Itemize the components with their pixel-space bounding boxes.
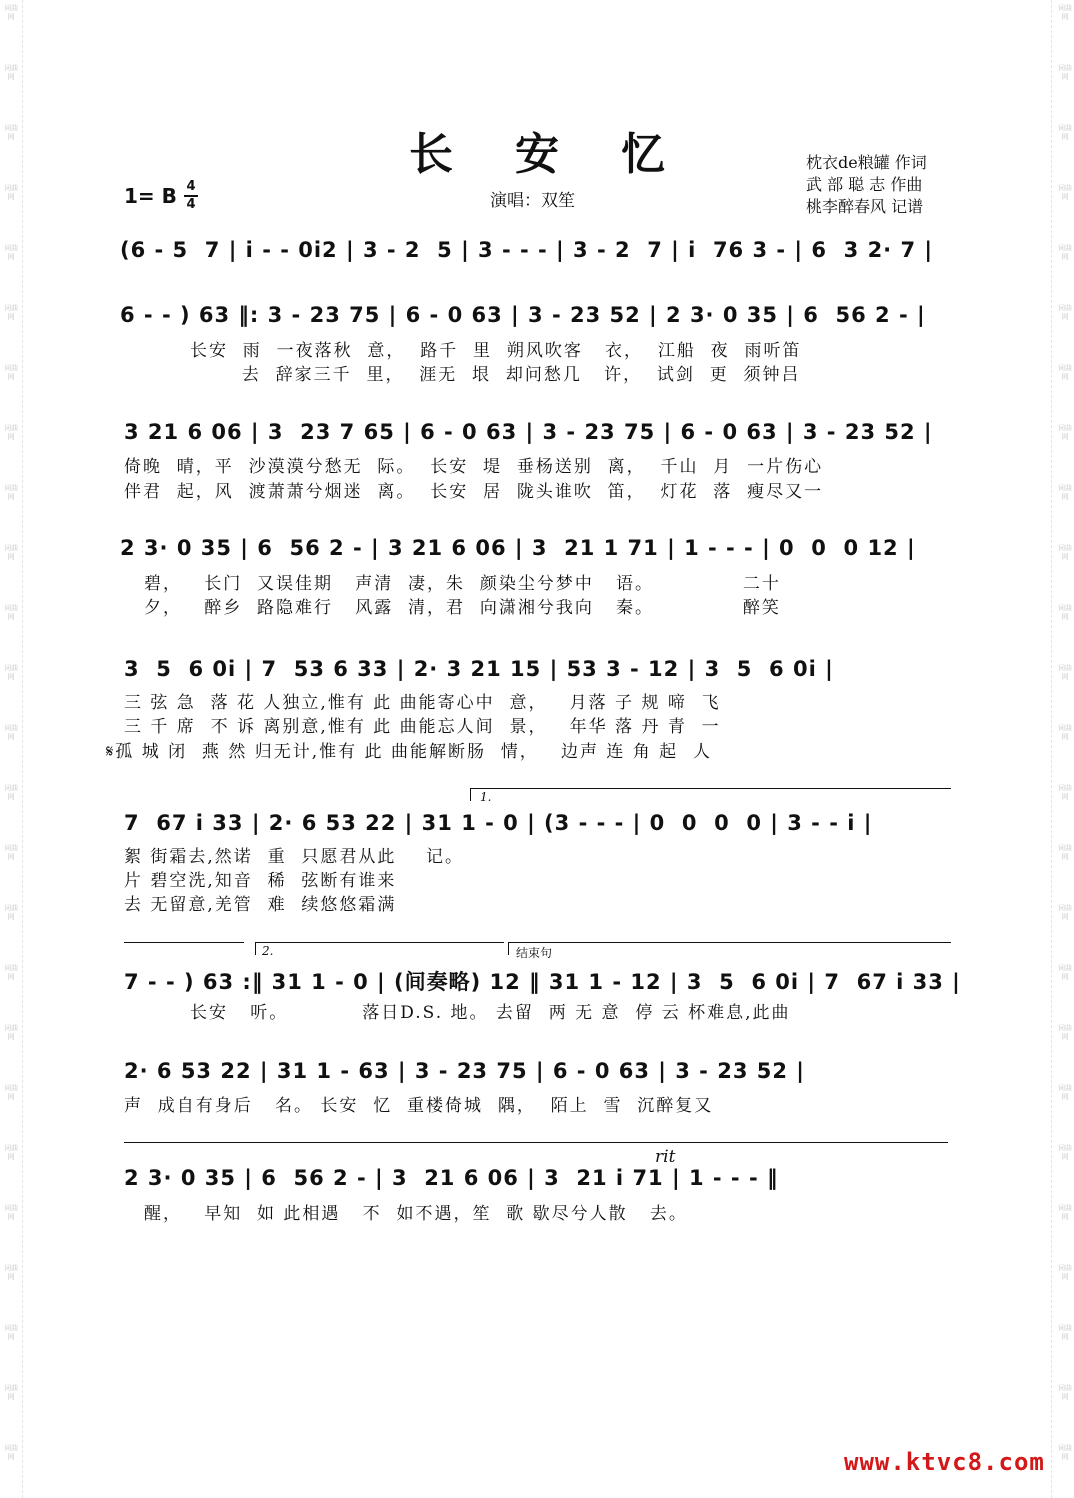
lyric-line-4-verse-1: 碧， 长门 又误佳期 声清 凄，朱 颜染尘兮梦中 语。 二十 bbox=[144, 574, 781, 594]
edge-watermark-stamp: 词曲网 bbox=[4, 904, 18, 921]
edge-watermark-stamp: 词曲网 bbox=[1058, 724, 1072, 741]
edge-watermark-stamp: 词曲网 bbox=[1058, 664, 1072, 681]
lyric-line-4-verse-2: 夕， 醉乡 路隐难行 风露 清，君 向潇湘兮我向 秦。 醉笑 bbox=[144, 598, 781, 618]
edge-watermark-stamp: 词曲网 bbox=[1058, 1024, 1072, 1041]
coda-label: 结束句 bbox=[516, 946, 553, 960]
composer-credit: 武 部 聪 志 作曲 bbox=[806, 175, 923, 194]
edge-watermark-stamp: 词曲网 bbox=[4, 1264, 18, 1281]
music-line-4: 2 3· 0 35 | 6 56 2 - | 3 21 6 06 | 3 21 1 71 | 1 - - - | 0 0 0 12 | bbox=[120, 536, 916, 560]
edge-watermark-stamp: 词曲网 bbox=[1058, 1264, 1072, 1281]
edge-watermark-stamp: 词曲网 bbox=[4, 1024, 18, 1041]
lyric-line-3-verse-1: 倚晚 晴，平 沙漠漠兮愁无 际。 长安 堤 垂杨送别 离， 千山 月 一片伤心 bbox=[124, 457, 824, 477]
lyric-line-8-verse-1: 声 成自有身后 名。 长安 忆 重楼倚城 隅， 陌上 雪 沉醉复又 bbox=[124, 1096, 714, 1116]
edge-watermark-stamp: 词曲网 bbox=[4, 1444, 18, 1461]
second-ending-label: 2. bbox=[262, 944, 274, 958]
edge-watermark-stamp: 词曲网 bbox=[1058, 904, 1072, 921]
edge-watermark-stamp: 词曲网 bbox=[4, 1084, 18, 1101]
time-numerator: 4 bbox=[186, 179, 196, 194]
edge-watermark-stamp: 词曲网 bbox=[4, 724, 18, 741]
edge-watermark-stamp: 词曲网 bbox=[4, 304, 18, 321]
edge-watermark-stamp: 词曲网 bbox=[1058, 1384, 1072, 1401]
edge-watermark-stamp: 词曲网 bbox=[1058, 844, 1072, 861]
edge-watermark-stamp: 词曲网 bbox=[1058, 784, 1072, 801]
music-line-8: 2· 6 53 22 | 31 1 - 63 | 3 - 23 75 | 6 - 0 63 | 3 - 23 52 | bbox=[124, 1059, 805, 1083]
edge-watermark-stamp: 词曲网 bbox=[4, 4, 18, 21]
credits bbox=[806, 152, 927, 218]
lyricist-credit: 枕衣de粮罐 作词 bbox=[806, 153, 927, 172]
time-denominator: 4 bbox=[186, 197, 196, 212]
site-watermark: www.ktvc8.com bbox=[844, 1448, 1045, 1476]
edge-watermark-stamp: 词曲网 bbox=[1058, 184, 1072, 201]
edge-watermark-stamp: 词曲网 bbox=[1058, 1144, 1072, 1161]
edge-watermark-stamp: 词曲网 bbox=[4, 1324, 18, 1341]
lyric-line-3-verse-2: 伴君 起，风 渡萧萧兮烟迷 离。 长安 居 陇头谁吹 笛， 灯花 落 瘦尽又一 bbox=[124, 482, 824, 502]
edge-watermark-stamp: 词曲网 bbox=[4, 64, 18, 81]
ritardando-mark: rit bbox=[655, 1147, 676, 1167]
music-line-1: (6 - 5 7 | i - - 0i2 | 3 - 2 5 | 3 - - - | 3 - 2 7 | i 76 3 - | 6 3 2· 7 | bbox=[120, 238, 934, 262]
lyric-line-5-verse-3: 𝄋孤 城 闭 燕 然 归无计,惟有 此 曲能解断肠 情， 边声 连 角 起 人 bbox=[106, 742, 712, 762]
key-signature: 1= B bbox=[124, 184, 177, 208]
edge-watermark-stamp: 词曲网 bbox=[1058, 244, 1072, 261]
edge-watermark-stamp: 词曲网 bbox=[1058, 1444, 1072, 1461]
coda-continuation bbox=[124, 1142, 948, 1155]
performer: 演唱：双笙 bbox=[490, 191, 575, 211]
edge-watermark-stamp: 词曲网 bbox=[1058, 484, 1072, 501]
edge-watermark-stamp: 词曲网 bbox=[1058, 64, 1072, 81]
edge-watermark-stamp: 词曲网 bbox=[1058, 304, 1072, 321]
music-line-5: 3 5 6 0i | 7 53 6 33 | 2· 3 21 15 | 53 3 - 12 | 3 5 6 0i | bbox=[124, 657, 834, 681]
edge-watermark-stamp: 词曲网 bbox=[4, 424, 18, 441]
edge-watermark-stamp: 词曲网 bbox=[1058, 1084, 1072, 1101]
lyric-line-9-verse-1: 醒， 早知 如 此相遇 不 如不遇，笙 歌 歇尽兮人散 去。 bbox=[144, 1204, 688, 1224]
edge-watermark-stamp: 词曲网 bbox=[1058, 364, 1072, 381]
transcriber-credit: 桃李醉春风 记谱 bbox=[806, 197, 924, 216]
edge-watermark-stamp: 词曲网 bbox=[4, 544, 18, 561]
edge-watermark-stamp: 词曲网 bbox=[1058, 4, 1072, 21]
edge-watermark-stamp: 词曲网 bbox=[4, 124, 18, 141]
lyric-line-6-verse-2: 片 碧空洗,知音 稀 弦断有谁来 bbox=[124, 871, 397, 891]
music-line-3: 3 21 6 06 | 3 23 7 65 | 6 - 0 63 | 3 - 23 75 | 6 - 0 63 | 3 - 23 52 | bbox=[124, 420, 933, 444]
first-ending-bracket bbox=[470, 788, 951, 801]
first-ending-label: 1. bbox=[480, 790, 492, 804]
music-line-2: 6 - - ) 63 ‖: 3 - 23 75 | 6 - 0 63 | 3 - 23 52 | 2 3· 0 35 | 6 56 2 - | bbox=[120, 303, 926, 327]
lyric-line-6-verse-1: 絮 街霜去,然诺 重 只愿君从此 记。 bbox=[124, 847, 465, 867]
coda-bracket bbox=[508, 942, 951, 955]
edge-watermark-stamp: 词曲网 bbox=[1058, 424, 1072, 441]
edge-watermark-stamp: 词曲网 bbox=[1058, 964, 1072, 981]
edge-watermark-stamp: 词曲网 bbox=[4, 1204, 18, 1221]
edge-watermark-stamp: 词曲网 bbox=[4, 184, 18, 201]
time-signature bbox=[184, 180, 198, 212]
edge-watermark-stamp: 词曲网 bbox=[4, 844, 18, 861]
edge-watermark-stamp: 词曲网 bbox=[1058, 604, 1072, 621]
edge-watermark-stamp: 词曲网 bbox=[4, 244, 18, 261]
edge-watermark-stamp: 词曲网 bbox=[4, 664, 18, 681]
second-ending-bracket bbox=[255, 942, 504, 955]
edge-watermark-stamp: 词曲网 bbox=[4, 364, 18, 381]
music-line-9: 2 3· 0 35 | 6 56 2 - | 3 21 6 06 | 3 21 i 71 | 1 - - - ‖ bbox=[124, 1166, 779, 1190]
edge-watermark-stamp: 词曲网 bbox=[4, 1144, 18, 1161]
edge-watermark-stamp: 词曲网 bbox=[1058, 1324, 1072, 1341]
music-line-7: 7 - - ) 63 :‖ 31 1 - 0 | (间奏略) 12 ‖ 31 1 - 12 | 3 5 6 0i | 7 67 i 33 | bbox=[124, 970, 961, 994]
first-ending-continuation bbox=[124, 942, 244, 955]
music-line-6: 7 67 i 33 | 2· 6 53 22 | 31 1 - 0 | (3 - - - | 0 0 0 0 | 3 - - i | bbox=[124, 811, 873, 835]
lyric-line-5-verse-2: 三 千 席 不 诉 离别意,惟有 此 曲能忘人间 景， 年华 落 丹 青 一 bbox=[124, 717, 721, 737]
edge-watermark-stamp: 词曲网 bbox=[4, 784, 18, 801]
lyric-line-7-verse-1: 长安 听。 落日D.S. 地。 去留 两 无 意 停 云 杯难息,此曲 bbox=[190, 1003, 791, 1023]
lyric-line-6-verse-3: 去 无留意,羌管 难 续悠悠霜满 bbox=[124, 895, 397, 915]
edge-watermark-stamp: 词曲网 bbox=[4, 484, 18, 501]
lyric-line-2-verse-1: 长安 雨 一夜落秋 意， 路千 里 朔风吹客 衣， 江船 夜 雨听笛 bbox=[190, 341, 802, 361]
song-title: 长安忆 bbox=[409, 129, 727, 180]
edge-watermark-stamp: 词曲网 bbox=[4, 1384, 18, 1401]
edge-watermark-stamp: 词曲网 bbox=[1058, 544, 1072, 561]
edge-watermark-stamp: 词曲网 bbox=[4, 964, 18, 981]
edge-watermark-stamp: 词曲网 bbox=[1058, 124, 1072, 141]
lyric-line-5-verse-1: 三 弦 急 落 花 人独立,惟有 此 曲能寄心中 意， 月落 子 规 啼 飞 bbox=[124, 693, 721, 713]
edge-watermark-stamp: 词曲网 bbox=[4, 604, 18, 621]
edge-watermark-stamp: 词曲网 bbox=[1058, 1204, 1072, 1221]
lyric-line-2-verse-2: 去 辞家三千 里， 涯无 垠 却问愁几 许， 试剑 更 须钟吕 bbox=[190, 365, 801, 385]
